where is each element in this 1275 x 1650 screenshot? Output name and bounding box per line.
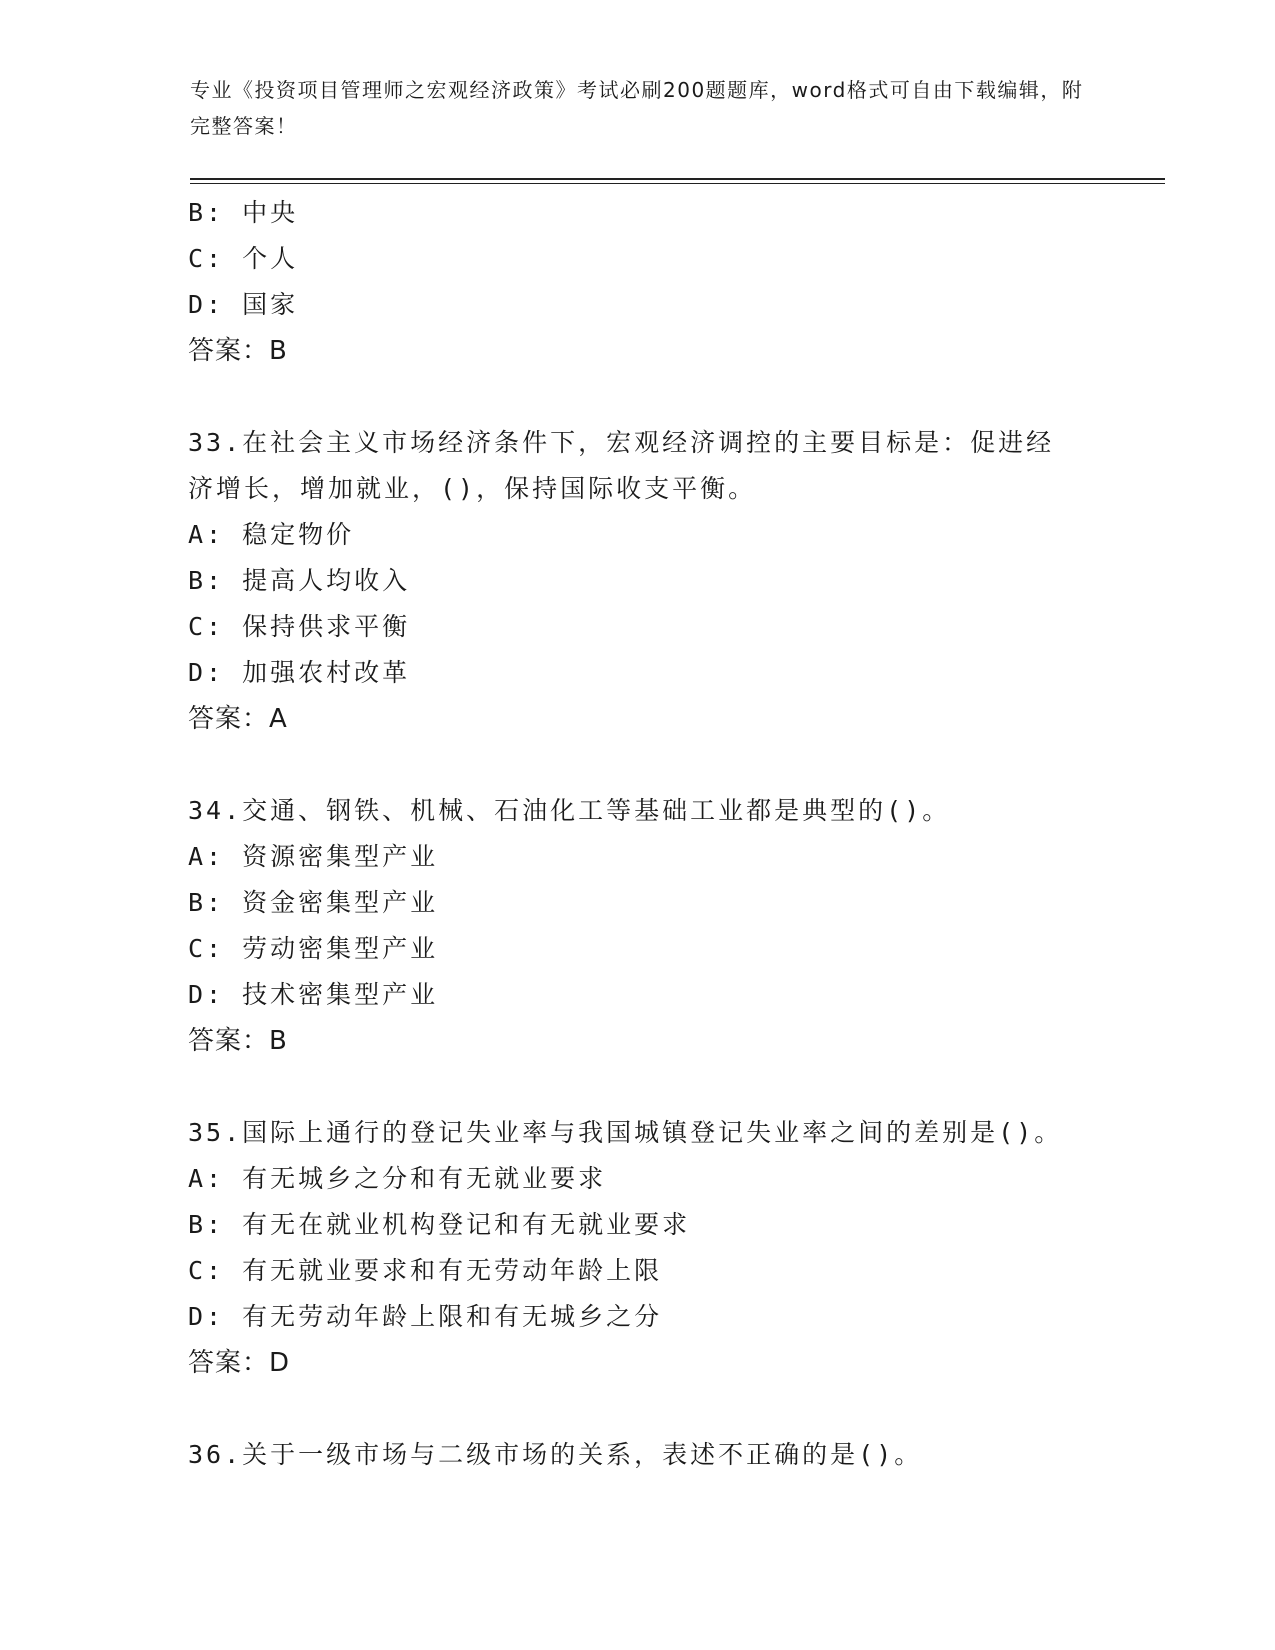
answer: 答案：D — [188, 1348, 291, 1378]
option-b: B: 提高人均收入 — [188, 566, 411, 595]
spacer — [188, 742, 1088, 788]
option-b: B: 有无在就业机构登记和有无就业要求 — [188, 1210, 691, 1239]
option-a: A: 资源密集型产业 — [188, 842, 439, 871]
option-c: C: 个人 — [188, 244, 299, 273]
answer: 答案：B — [188, 336, 288, 366]
option-b: B: 资金密集型产业 — [188, 888, 439, 917]
page-header: 专业《投资项目管理师之宏观经济政策》考试必刷200题题库，word格式可自由下载编辑，附完整答案！ — [190, 78, 1084, 138]
option-d: D: 加强农村改革 — [188, 658, 411, 687]
option-a: A: 有无城乡之分和有无就业要求 — [188, 1164, 607, 1193]
question-text-continued: 济增长，增加就业，()，保持国际收支平衡。 — [188, 474, 757, 503]
question-text: 36.关于一级市场与二级市场的关系，表述不正确的是()。 — [188, 1440, 923, 1469]
option-d: D: 国家 — [188, 290, 299, 319]
header-rule-thick — [190, 178, 1165, 180]
header-rule-thin — [190, 183, 1165, 184]
option-c: C: 有无就业要求和有无劳动年龄上限 — [188, 1256, 663, 1285]
option-d: D: 技术密集型产业 — [188, 980, 439, 1009]
spacer — [188, 374, 1088, 420]
answer: 答案：B — [188, 1026, 288, 1056]
option-d: D: 有无劳动年龄上限和有无城乡之分 — [188, 1302, 663, 1331]
option-c: C: 劳动密集型产业 — [188, 934, 439, 963]
spacer — [188, 1064, 1088, 1110]
spacer — [188, 1386, 1088, 1432]
option-b: B: 中央 — [188, 198, 299, 227]
answer: 答案：A — [188, 704, 288, 734]
option-a: A: 稳定物价 — [188, 520, 355, 549]
question-content — [188, 190, 1088, 1478]
question-text: 35.国际上通行的登记失业率与我国城镇登记失业率之间的差别是()。 — [188, 1118, 1063, 1147]
question-text: 33.在社会主义市场经济条件下，宏观经济调控的主要目标是：促进经 — [188, 428, 1055, 457]
option-c: C: 保持供求平衡 — [188, 612, 411, 641]
question-text: 34.交通、钢铁、机械、石油化工等基础工业都是典型的()。 — [188, 796, 951, 825]
